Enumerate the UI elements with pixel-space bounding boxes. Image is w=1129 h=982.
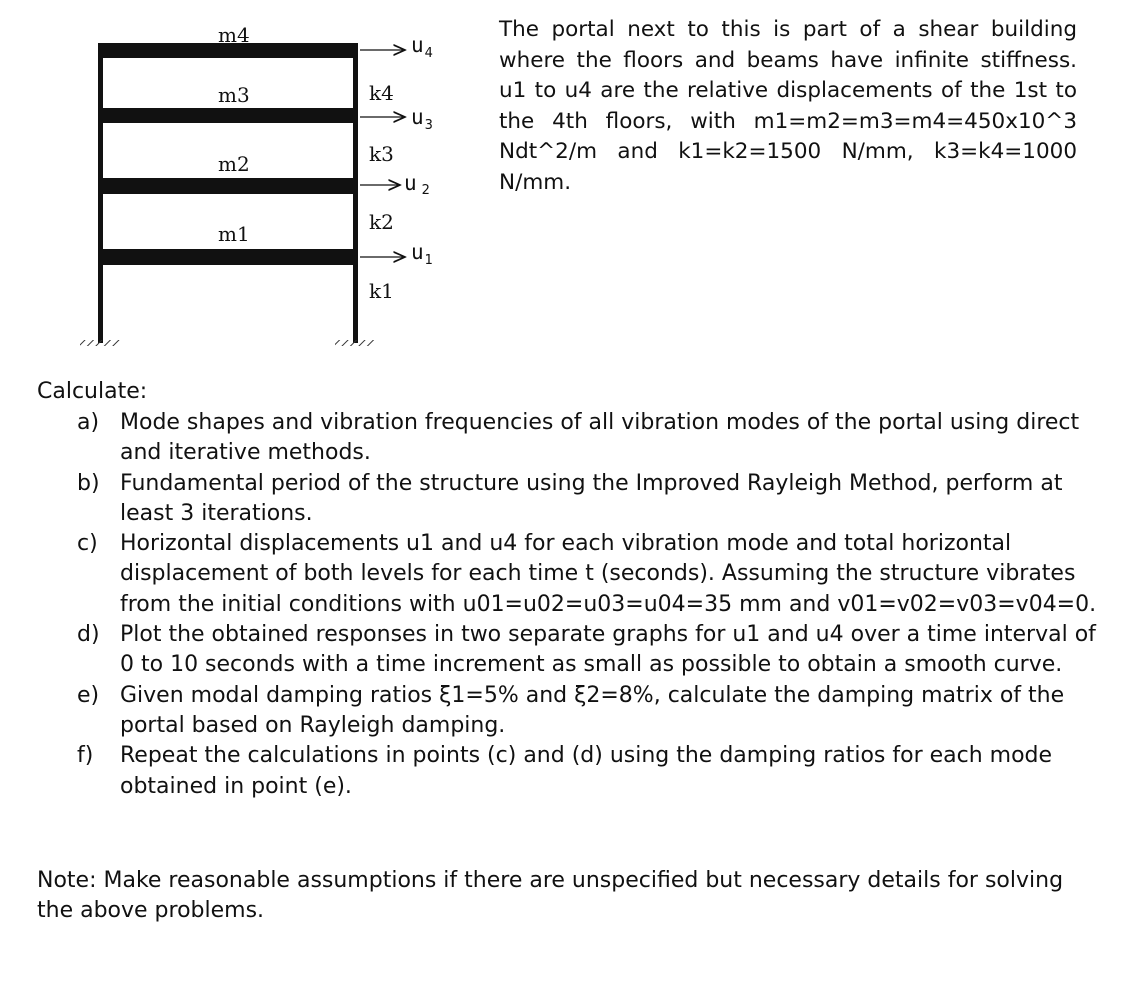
calculate-heading: Calculate:	[37, 379, 148, 404]
floor-slab-2	[98, 178, 358, 194]
question-item-d	[37, 620, 1097, 681]
intro-line: Ndt^2/m and k1=k2=1500 N/mm, k3=k4=1000	[499, 139, 1077, 164]
question-item-e	[37, 681, 1097, 742]
question-text: Horizontal displacements u1 and u4 for each vibration mode and total horizontal displacement of both levels for each time t (seconds). Assuming the structure vibrates from the initial conditions with u01=u02=u03=u04=35 mm and v01=v02=v03=v04=0.	[120, 531, 1097, 617]
question-letter: c)	[77, 531, 98, 557]
disp-label-u4: $u_4$	[411, 33, 433, 61]
question-letter: f)	[77, 743, 94, 769]
disp-label-u3: $u_3$	[411, 105, 433, 133]
question-text: Mode shapes and vibration frequencies of all vibration modes of the portal using direct and iterative methods.	[120, 410, 1080, 466]
intro-line: N/mm.	[499, 169, 572, 195]
shear-building-figure	[0, 0, 470, 360]
mass-label-m4: m4	[218, 23, 250, 47]
question-text: Repeat the calculations in points (c) and (d) using the damping ratios for each mode obtained in point (e).	[120, 743, 1053, 799]
question-item-c	[37, 529, 1097, 620]
question-list	[37, 408, 1097, 802]
intro-line: where the floors and beams have infinite stiffness.	[499, 47, 1077, 73]
stiffness-label-k2: k2	[369, 210, 394, 234]
question-letter: d)	[77, 622, 100, 648]
question-item-a	[37, 408, 1097, 469]
right-column	[353, 46, 358, 343]
stiffness-label-k4: k4	[369, 81, 394, 105]
question-text: Given modal damping ratios ξ1=5% and ξ2=8%, calculate the damping matrix of the portal based on Rayleigh damping.	[120, 682, 1065, 738]
mass-label-m1: m1	[218, 222, 250, 246]
intro-line: u1 to u4 are the relative displacements of the 1st	[499, 78, 1048, 103]
left-column	[98, 46, 103, 343]
note-text: Note: Make reasonable assumptions if there are unspecified but necessary details for solving the above problems.	[37, 868, 1064, 924]
intro-line: The portal next to this is part of a shear building	[499, 17, 1077, 42]
question-item-f	[37, 741, 1097, 802]
stiffness-label-k1: k1	[369, 279, 394, 303]
question-text: Plot the obtained responses in two separate graphs for u1 and u4 over a time interval of 0 to 10 seconds with a time increment as small as possible to obtain a smooth curve.	[120, 622, 1096, 678]
problem-description	[499, 15, 1077, 198]
question-item-b	[37, 469, 1097, 530]
disp-label-u2: u 2	[404, 171, 430, 198]
right-support-hatch	[335, 340, 375, 346]
question-letter: b)	[77, 470, 100, 496]
disp-label-u1: $u_1$	[411, 240, 433, 268]
floor-slab-1	[98, 249, 358, 265]
question-letter: a)	[77, 410, 100, 435]
floor-slab-3	[98, 108, 358, 123]
left-support-hatch	[80, 340, 120, 346]
mass-label-m3: m3	[218, 83, 250, 107]
question-text: Fundamental period of the structure using the Improved Rayleigh Method, perform at least 3 iterations.	[120, 470, 1063, 526]
intro-line: to the 4th floors, with m1=m2=m3=m4=450x10^3	[499, 78, 1077, 134]
question-letter: e)	[77, 682, 100, 708]
mass-label-m2: m2	[218, 152, 250, 176]
stiffness-label-k3: k3	[369, 142, 394, 166]
